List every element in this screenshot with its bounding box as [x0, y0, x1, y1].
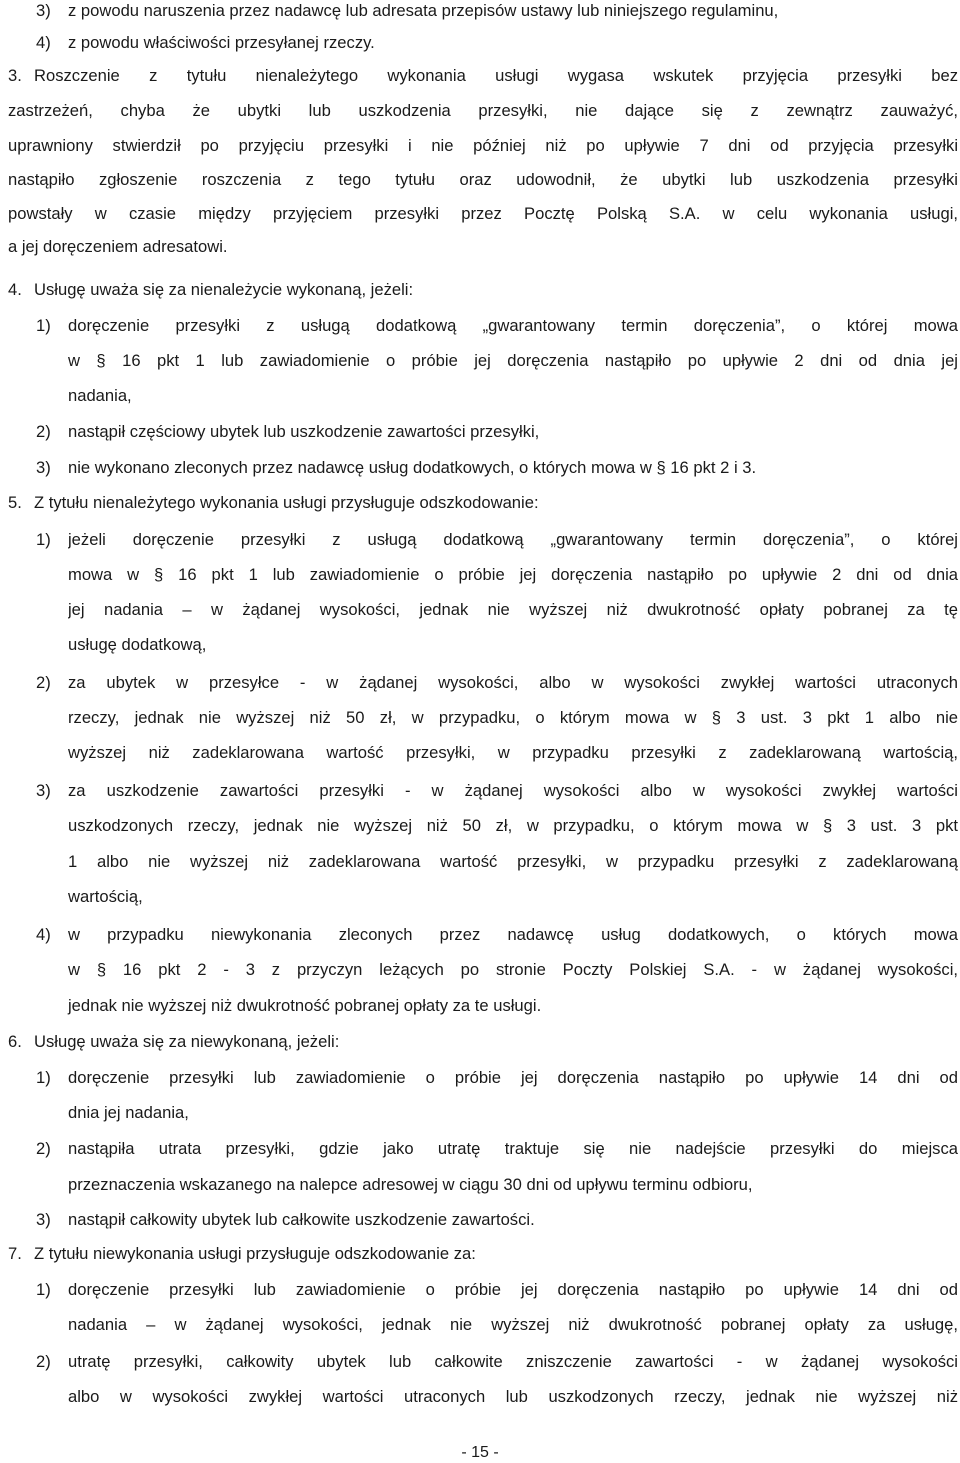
line-text: jednak nie wyższej niż dwukrotność pobranej opłaty za te usługi. [68, 996, 542, 1015]
line-text: przeznaczenia wskazanego na nalepce adresowej w ciągu 30 dni od upływu terminu odbioru, [68, 1175, 753, 1194]
line-text: powstały w czasie między przyjęciem przesyłki przez Pocztę Polską S.A. w celu wykonania usługi, [8, 204, 958, 223]
text-line [0, 1172, 960, 1198]
list-marker: 3) [36, 1, 51, 20]
line-text: doręczenie przesyłki lub zawiadomienie o próbie jej doręczenia nastąpiło po upływie 14 dni od [68, 1068, 958, 1087]
text-line [0, 30, 960, 56]
text-line [0, 419, 960, 445]
text-line [0, 957, 960, 983]
text-line [0, 922, 960, 948]
text-line [0, 1029, 960, 1055]
line-text: usługę dodatkową, [68, 635, 207, 654]
list-marker: 2) [36, 422, 51, 441]
line-text: jej nadania – w żądanej wysokości, jednak nie wyższej niż dwukrotność opłaty pobranej za tę [68, 600, 958, 619]
line-text: rzeczy, jednak nie wyższej niż 50 zł, w przypadku, o którym mowa w § 3 ust. 3 pkt 1 albo nie [68, 708, 958, 727]
list-marker: 7. [8, 1244, 22, 1263]
text-line [0, 490, 960, 516]
list-marker: 1) [36, 316, 51, 335]
line-text: nadania – w żądanej wysokości, jednak nie wyższej niż dwukrotność pobranej opłaty za usługę, [68, 1315, 958, 1334]
line-text: wartością, [68, 887, 143, 906]
text-line [0, 813, 960, 839]
text-line [0, 527, 960, 553]
text-line [0, 670, 960, 696]
line-text: wyższej niż zadeklarowana wartość przesyłki, w przypadku przesyłki z zadeklarowaną wartością, [68, 743, 958, 762]
line-text: Roszczenie z tytułu nienależytego wykonania usługi wygasa wskutek przyjęcia przesyłki bez [34, 66, 958, 85]
list-marker: 2) [36, 1352, 51, 1371]
line-text: w przypadku niewykonania zleconych przez nadawcę usług dodatkowych, o których mowa [68, 925, 958, 944]
text-line [0, 597, 960, 623]
text-line [0, 277, 960, 303]
line-text: dnia jej nadania, [68, 1103, 189, 1122]
line-text: jeżeli doręczenie przesyłki z usługą dodatkową „gwarantowany termin doręczenia”, o której [68, 530, 958, 549]
list-marker: 1) [36, 1280, 51, 1299]
line-text: nadania, [68, 386, 132, 405]
text-line [0, 1065, 960, 1091]
line-text: w § 16 pkt 2 - 3 z przyczyn leżących po stronie Poczty Polskiej S.A. - w żądanej wysokości, [68, 960, 958, 979]
list-marker: 1) [36, 1068, 51, 1087]
line-text: za uszkodzenie zawartości przesyłki - w żądanej wysokości albo w wysokości zwykłej wartości [68, 781, 958, 800]
text-line [0, 849, 960, 875]
list-marker: 1) [36, 530, 51, 549]
line-text: doręczenie przesyłki z usługą dodatkową „gwarantowany termin doręczenia”, o której mowa [68, 316, 958, 335]
line-text: doręczenie przesyłki lub zawiadomienie o próbie jej doręczenia nastąpiło po upływie 14 dni od [68, 1280, 958, 1299]
line-text: uszkodzonych rzeczy, jednak nie wyższej niż 50 zł, w przypadku, o którym mowa w § 3 ust. 3 pkt [68, 816, 958, 835]
text-line [0, 1277, 960, 1303]
list-marker: 3. [8, 66, 22, 85]
text-line [0, 1207, 960, 1233]
list-marker: 4) [36, 33, 51, 52]
text-line [0, 632, 960, 658]
line-text: nastąpił częściowy ubytek lub uszkodzenie zawartości przesyłki, [68, 422, 540, 441]
list-marker: 6. [8, 1032, 22, 1051]
line-text: nie wykonano zleconych przez nadawcę usług dodatkowych, o których mowa w § 16 pkt 2 i 3. [68, 458, 757, 477]
text-line [0, 705, 960, 731]
list-marker: 4. [8, 280, 22, 299]
text-line [0, 383, 960, 409]
text-line [0, 740, 960, 766]
text-line [0, 348, 960, 374]
line-text: Z tytułu niewykonania usługi przysługuje odszkodowanie za: [34, 1244, 476, 1263]
text-line [0, 884, 960, 910]
page-number: - 15 - [461, 1444, 499, 1461]
text-line [0, 313, 960, 339]
text-line [0, 98, 960, 124]
text-line [0, 133, 960, 159]
text-line [0, 234, 960, 260]
list-marker: 2) [36, 1139, 51, 1158]
line-text: z powodu właściwości przesyłanej rzeczy. [68, 33, 375, 52]
list-marker: 5. [8, 493, 22, 512]
list-marker: 3) [36, 781, 51, 800]
line-text: nastąpiło zgłoszenie roszczenia z tego tytułu oraz udowodnił, że ubytki lub uszkodzenia przesyłki [8, 170, 958, 189]
list-marker: 2) [36, 673, 51, 692]
line-text: Usługę uważa się za nienależycie wykonaną, jeżeli: [34, 280, 414, 299]
text-line [0, 167, 960, 193]
text-line [0, 455, 960, 481]
text-line [0, 0, 960, 24]
list-marker: 4) [36, 925, 51, 944]
text-line [0, 1136, 960, 1162]
line-text: z powodu naruszenia przez nadawcę lub adresata przepisów ustawy lub niniejszego regulaminu, [68, 1, 779, 20]
text-line [0, 1241, 960, 1267]
text-line [0, 778, 960, 804]
text-line [0, 63, 960, 89]
line-text: w § 16 pkt 1 lub zawiadomienie o próbie jej doręczenia nastąpiło po upływie 2 dni od dnia jej [68, 351, 958, 370]
line-text: mowa w § 16 pkt 1 lub zawiadomienie o próbie jej doręczenia nastąpiło po upływie 2 dni od dnia [68, 565, 958, 584]
list-marker: 3) [36, 458, 51, 477]
list-marker: 3) [36, 1210, 51, 1229]
text-line [0, 1384, 960, 1410]
line-text: nastąpił całkowity ubytek lub całkowite uszkodzenie zawartości. [68, 1210, 535, 1229]
line-text: Z tytułu nienależytego wykonania usługi przysługuje odszkodowanie: [34, 493, 539, 512]
text-line [0, 1100, 960, 1126]
line-text: Usługę uważa się za niewykonaną, jeżeli: [34, 1032, 340, 1051]
line-text: 1 albo nie wyższej niż zadeklarowana wartość przesyłki, w przypadku przesyłki z zadeklarowaną [68, 852, 958, 871]
text-line [0, 201, 960, 227]
text-line [0, 562, 960, 588]
line-text: uprawniony stwierdził po przyjęciu przesyłki i nie później niż po upływie 7 dni od przyjęcia przesyłki [8, 136, 958, 155]
line-text: nastąpiła utrata przesyłki, gdzie jako utratę traktuje się nie nadejście przesyłki do miejsca [68, 1139, 958, 1158]
line-text: zastrzeżeń, chyba że ubytki lub uszkodzenia przesyłki, nie dające się z zewnątrz zauważyć, [8, 101, 958, 120]
text-line [0, 993, 960, 1019]
line-text: utratę przesyłki, całkowity ubytek lub całkowite zniszczenie zawartości - w żądanej wysokości [68, 1352, 958, 1371]
text-line [0, 1312, 960, 1338]
text-line [0, 1349, 960, 1375]
line-text: albo w wysokości zwykłej wartości utraconych lub uszkodzonych rzeczy, jednak nie wyższej niż [68, 1387, 958, 1406]
line-text: a jej doręczeniem adresatowi. [8, 237, 228, 256]
line-text: za ubytek w przesyłce - w żądanej wysokości, albo w wysokości zwykłej wartości utraconych [68, 673, 958, 692]
